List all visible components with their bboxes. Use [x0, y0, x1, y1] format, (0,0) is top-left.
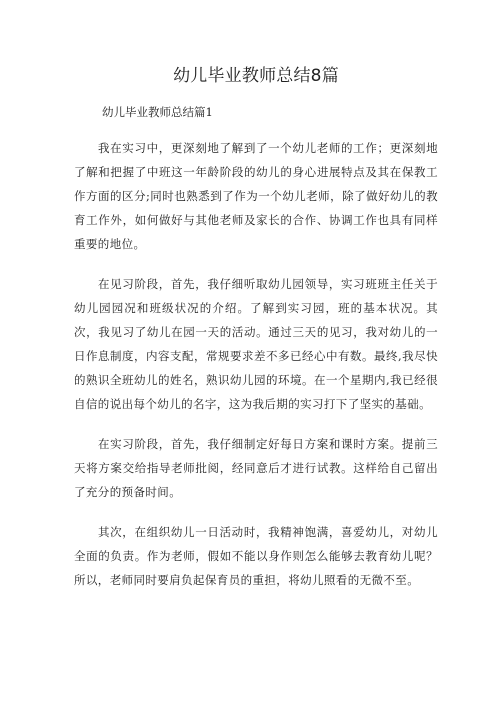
paragraph-2: 在见习阶段，首先，我仔细听取幼儿园领导，实习班班主任关于幼儿园园况和班级状况的介绍。了解到实习园，班的基本状况。其次，我见习了幼儿在园一天的活动。通过三天的见习，我对幼儿的一日作息制度，内容支配，常规要求差不多已经心中有数。最终,我尽快的熟识全班幼儿的姓名，熟识幼儿园的环境。在一个星期内,我已经很自信的说出每个幼儿的名字，这为我后期的实习打下了坚实的基础。	[74, 277, 438, 411]
paragraph-4: 其次，在组织幼儿一日活动时，我精神饱满，喜爱幼儿，对幼儿全面的负责。作为老师，假如不能以身作则怎么能够去教育幼儿呢？所以，老师同时要肩负起保育员的重担，将幼儿照看的无微不至。	[74, 525, 438, 587]
paragraph-1: 我在实习中，更深刻地了解到了一个幼儿老师的工作；更深刻地了解和把握了中班这一年龄阶段的幼儿的身心进展特点及其在保教工作方面的区分;同时也熟悉到了作为一个幼儿老师，除了做好幼儿的教育工作外，如何做好与其他老师及家长的合作、协调工作也具有同样重要的地位。	[74, 141, 438, 251]
paragraph-3: 在实习阶段，首先，我仔细制定好每日方案和课时方案。提前三天将方案交给指导老师批阅，经同意后才进行试教。这样给自己留出了充分的预备时间。	[74, 437, 438, 499]
section-heading: 幼儿毕业教师总结篇1	[102, 105, 213, 119]
document-title: 幼儿毕业教师总结8篇	[173, 66, 339, 86]
